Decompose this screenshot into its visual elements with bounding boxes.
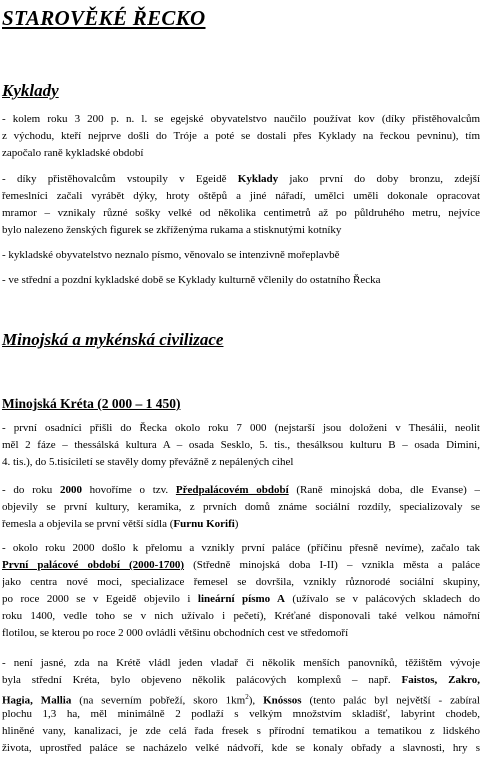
text-line: byla střední Kréta, bylo objeveno několik palácových komplexů – např. Faistos, Zakro, [2,674,480,686]
text-line: - kolem roku 3 200 p. n. l. se egejské obyvatelstvo naučilo používat kov (díky přistěhovalcům [2,113,480,125]
paragraph-kyklady-4 [2,272,480,289]
paragraph-kreta-2 [2,482,480,533]
text-line: - díky přistěhovalcům vstoupily v Egeidě Kyklady jako první do doby bronzu, zdejší [2,173,480,185]
paragraph-kyklady-2 [2,171,480,239]
text-line: - není jasné, zda na Krétě vládl jeden vladař či několik menších panovníků, těžištěm vývoje [2,657,480,669]
text-line: - kykladské obyvatelstvo neznalo písmo, věnovalo se intenzivně mořeplavbě [2,249,340,261]
text-line: Hagia, Mallia (na severním pobřeží, skoro $1km^2$), Knóssos (tento palác byl největší - zabíral [2,693,480,706]
paragraph-kyklady-1 [2,111,480,162]
paragraph-kreta-1 [2,420,480,471]
text-line: řemesla a objevila se první větší sídla (Furnu Korifi) [2,518,239,530]
text-line: řemeslníci začali vyrábět dýky, hroty oštěpů a jiné nářadí, umělci uměli dokonale opracovat [2,190,480,202]
text-line: po roce 2000 se v Egeidě objevilo i lineární písmo A (užívalo se v palácových skladech do [2,593,480,605]
paragraph-kreta-3 [2,540,480,642]
text-line: započalo raně kykladské období [2,147,144,159]
text-line: - okolo roku 2000 došlo k přelomu a vznikly první paláce (příčinu přesně nevíme), začalo tak [2,542,480,554]
text-line: 4. tis.), do 5.tisíciletí se stavěly domy převážně z nepálených cihel [2,456,294,468]
subsection-heading-minojska-kreta: Minojská Kréta (2 000 – 1 450) [2,396,181,411]
text-line: života, uprostřed paláce se nacházelo velké nádvoří, kde se konaly obřady a slavnosti, hry s [2,742,480,754]
text-line: měl 2 fáze – thessálská kultura A – osada Sesklo, 5. tis., thesálksou kulturu B – osada Dimini, [2,439,480,451]
page-title: STAROVĚKÉ ŘECKO [2,6,206,30]
paragraph-kreta-4 [2,655,480,757]
text-line: flotilou, se kterou po roce 2 000 ovládli většinu obchodních cest ve středomoří [2,627,349,639]
text-line: hliněné vany, kanalizaci, je zde celá řada fresek s přírodní tematikou a tematikou z lidského [2,725,480,737]
section-heading-minojska: Minojská a mykénská civilizace [2,330,224,349]
text-line: plochu 1,3 ha, měl minimálně 2 podlaží s velkým množstvím skladišť, labyrint chodeb, [2,708,480,720]
text-line: - do roku 2000 hovoříme o tzv. Předpalácovém období (Raně minojská doba, dle Evanse) – [2,484,480,496]
text-line: jako centra nové moci, specializace řemesel se dovršila, vznikly různorodé sociální skupiny, [2,576,480,588]
section-heading-kyklady: Kyklady [2,81,59,100]
text-line: - první osadníci přišli do Řecka okolo roku 7 000 (nejstarší jsou doloženi v Thesálii, neolit [2,422,480,434]
text-line: roku 1400, vedle toho se v nich užívalo i pečetí), Kréťané disponovali také velkou námořní [2,610,480,622]
text-line: bylo nalezeno ženských figurek se zkříženýma rukama a stisknutými kotníky [2,224,342,236]
paragraph-kyklady-3 [2,247,480,264]
text-line: První palácové období (2000-1700) (Středně minojská doba I-II) – vznikla města a paláce [2,559,480,571]
text-line: mramor – vznikaly různé sošky velké od několika centimetrů až po půldruhého metru, nejvíce [2,207,480,219]
text-line: objevily se první kultury, keramika, z prvních domů známe sociální rozdíly, specializovaly se [2,501,480,513]
text-line: z východu, kteří nejprve došli do Tróje a poté se dostali přes Kyklady na řeckou pevninu), tím [2,130,480,142]
text-line: - ve střední a pozdní kykladské době se Kyklady kulturně včlenily do ostatního Řecka [2,274,381,286]
